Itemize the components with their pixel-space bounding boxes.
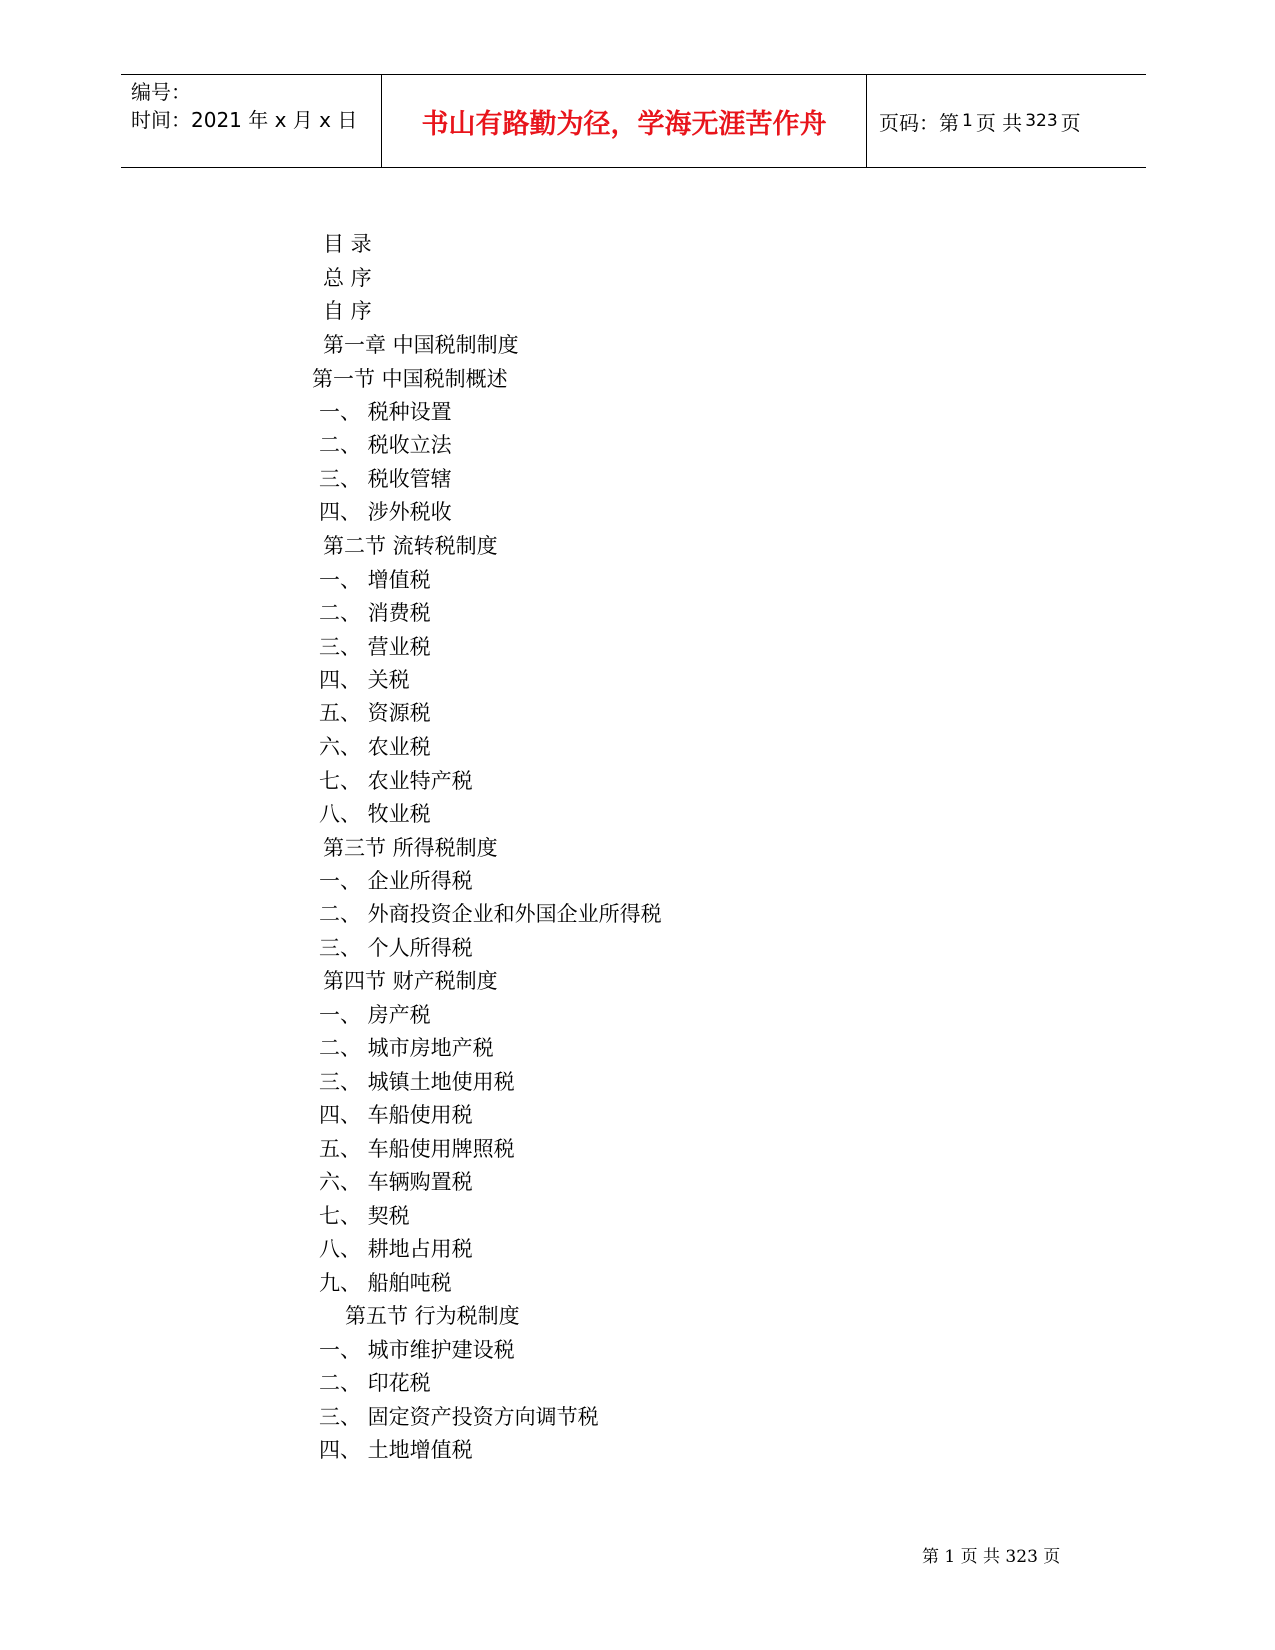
toc-line: 四、 关税 [319,668,410,692]
toc-line: 一、 增值税 [319,568,431,592]
header-page-cell [867,75,1146,167]
toc-line: 七、 农业特产税 [319,769,473,793]
toc-line: 二、 消费税 [319,601,431,625]
toc-line: 自 序 [323,299,372,323]
toc-line: 三、 营业税 [319,635,431,659]
toc-line: 三、 个人所得税 [319,936,473,960]
toc-line: 目 录 [323,232,372,256]
header-meta-cell [121,75,382,167]
time-label: 时间：2021 年 x 月 x 日 [131,108,358,132]
toc-line: 一、 房产税 [319,1003,431,1027]
toc-line: 第五节 行为税制度 [345,1304,520,1328]
page-footer: 第 1 页 共 323 页 [922,1547,1061,1567]
toc-line: 第一章 中国税制制度 [323,333,519,357]
page-current: 1 [962,111,973,131]
page-label-prefix: 页码：第 [879,110,959,135]
toc-line: 九、 船舶吨税 [319,1271,452,1295]
page-label-suffix: 页 [1060,110,1081,135]
toc-line: 二、 印花税 [319,1371,431,1395]
toc-line: 六、 农业税 [319,735,431,759]
toc-line: 一、 城市维护建设税 [319,1338,515,1362]
toc-line: 第四节 财产税制度 [323,969,498,993]
toc-line: 三、 税收管辖 [319,467,452,491]
toc-line: 六、 车辆购置税 [319,1170,473,1194]
toc-line: 四、 车船使用税 [319,1103,473,1127]
toc-line: 一、 税种设置 [319,400,452,424]
toc-line: 四、 涉外税收 [319,500,452,524]
toc-line: 三、 城镇土地使用税 [319,1070,515,1094]
toc-line: 第一节 中国税制概述 [312,367,508,391]
toc-line: 八、 耕地占用税 [319,1237,473,1261]
toc-line: 第二节 流转税制度 [323,534,498,558]
page-total: 323 [1025,111,1058,131]
toc-line: 五、 资源税 [319,701,431,725]
serial-label: 编号： [131,80,191,104]
toc-line: 七、 契税 [319,1204,410,1228]
toc-line: 第三节 所得税制度 [323,836,498,860]
toc-line: 三、 固定资产投资方向调节税 [319,1405,599,1429]
toc-line: 四、 土地增值税 [319,1438,473,1462]
toc-line: 二、 税收立法 [319,433,452,457]
toc-line: 一、 企业所得税 [319,869,473,893]
page-label-mid: 页 共 [975,110,1023,135]
toc-line: 二、 外商投资企业和外国企业所得税 [319,902,662,926]
toc-line: 八、 牧业税 [319,802,431,826]
motto-text: 书山有路勤为径，学海无涯苦作舟 [421,108,827,140]
document-header [121,74,1146,168]
toc-line: 五、 车船使用牌照税 [319,1137,515,1161]
toc-line: 总 序 [323,266,372,290]
toc-line: 二、 城市房地产税 [319,1036,494,1060]
header-motto-cell [382,75,867,167]
